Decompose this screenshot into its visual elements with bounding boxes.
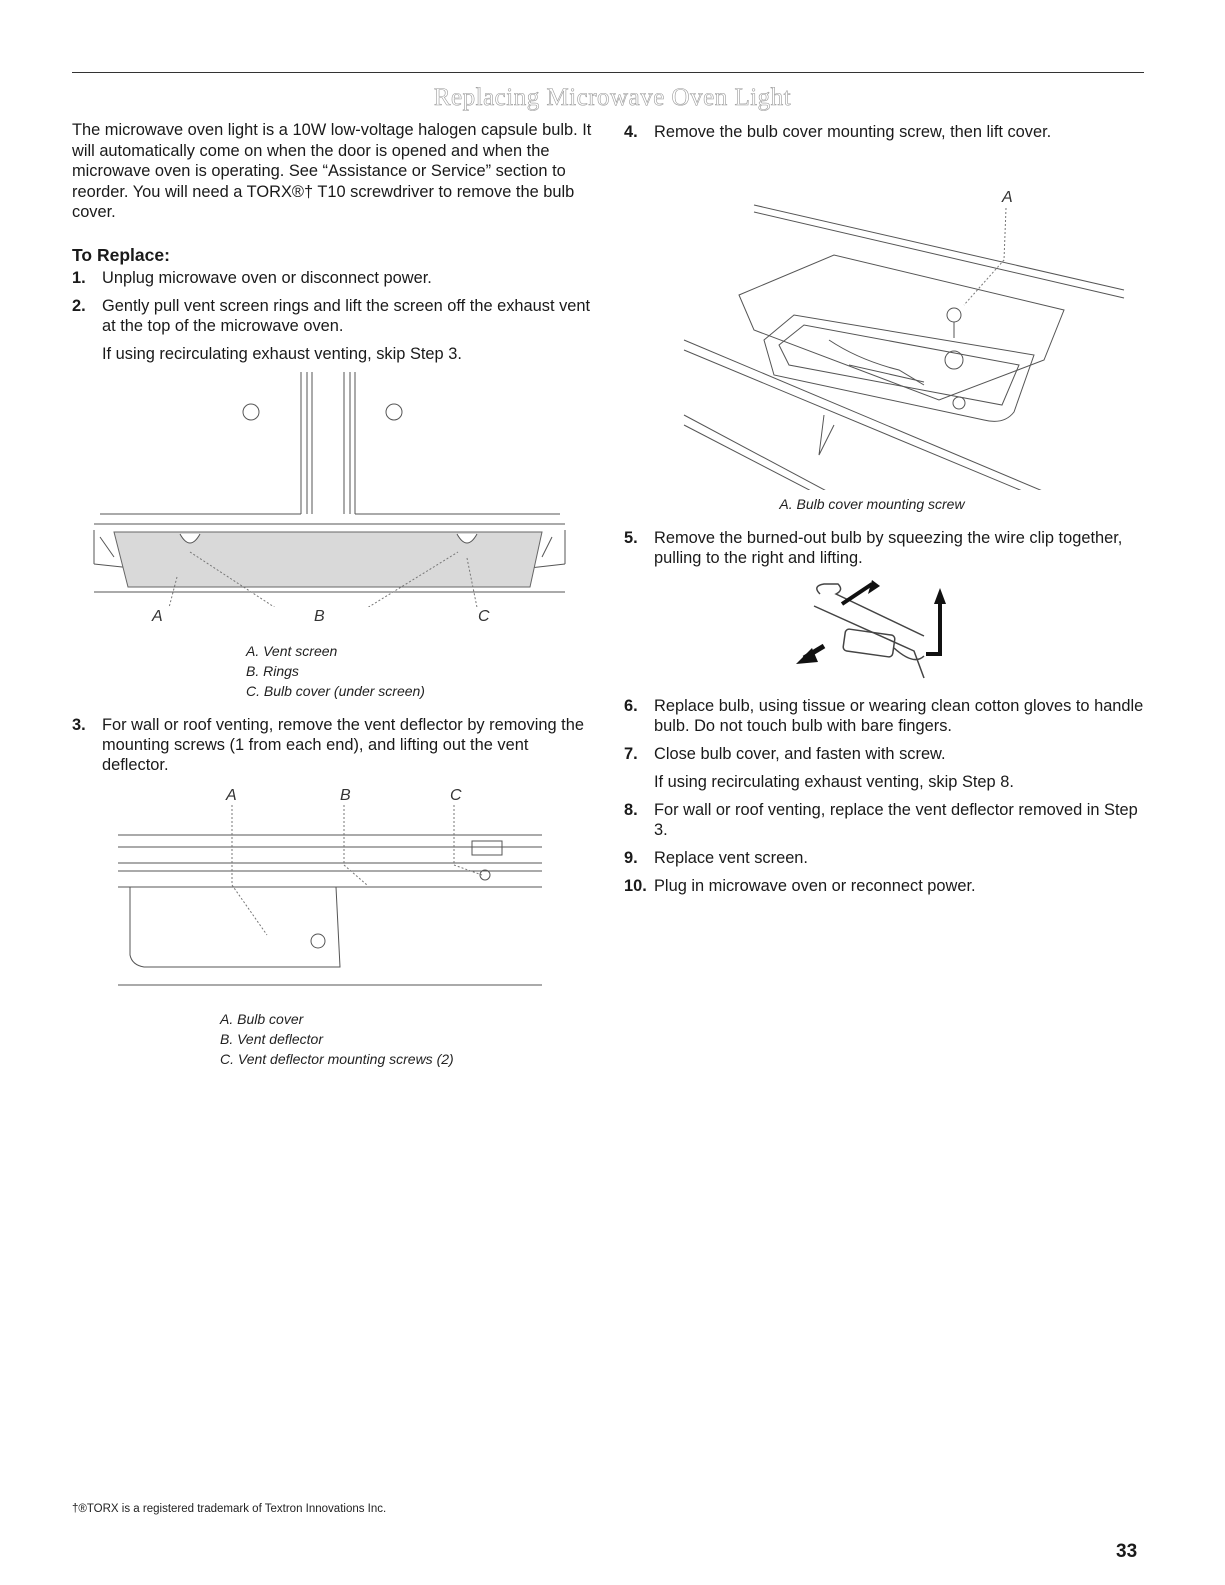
step-2	[72, 296, 592, 336]
bulb-cover-figure	[624, 150, 1144, 490]
left-column	[72, 120, 592, 1069]
bulb-clip-figure	[624, 576, 1144, 686]
replace-heading: To Replace:	[72, 244, 170, 265]
step-number: 7.	[624, 745, 638, 763]
step-text: Unplug microwave oven or disconnect power.	[102, 268, 432, 287]
vent-screen-labels	[72, 605, 592, 627]
fig2-label-b: B	[340, 786, 351, 804]
step-4	[624, 122, 1144, 142]
step-5	[624, 528, 1144, 568]
vent-screen-figure	[72, 372, 592, 607]
step-text: For wall or roof venting, replace the vent deflector removed in Step 3.	[654, 801, 1138, 839]
step-8	[624, 800, 1144, 840]
fig2-captions	[72, 1009, 592, 1069]
fig1-caption-a: A. Vent screen	[246, 642, 338, 659]
step-text: Gently pull vent screen rings and lift the screen off the exhaust vent at the top of the microwave oven.	[102, 296, 591, 335]
fig2-label-c: C	[450, 786, 462, 804]
step-7	[624, 744, 1144, 764]
step-text: For wall or roof venting, remove the vent deflector by removing the mounting screws (1 from each end), and lifting out the vent deflector.	[102, 715, 584, 774]
intro-paragraph: The microwave oven light is a 10W low-voltage halogen capsule bulb. It will automatically come on when the door is opened and when the microwave oven is operating. See “Assistance or Service” section to reorder. You will need a TORX®† T10 screwdriver to remove the bulb cover.	[72, 121, 592, 221]
vent-screen-illustration	[94, 372, 565, 592]
step-3	[72, 715, 592, 775]
step-number: 8.	[624, 801, 638, 819]
step-9	[624, 848, 1144, 868]
step-text: Close bulb cover, and fasten with screw.	[654, 745, 946, 763]
step-text: Plug in microwave oven or reconnect power.	[654, 877, 976, 895]
step-number: 10.	[624, 877, 647, 895]
vent-deflector-figure	[72, 805, 592, 1005]
fig2-label-a: A	[226, 786, 237, 804]
step-text: Replace bulb, using tissue or wearing clean cotton gloves to handle bulb. Do not touch bulb with bare fingers.	[654, 697, 1144, 735]
page-title: Replacing Microwave Oven Light	[433, 84, 792, 111]
fig1-caption-b: B. Rings	[246, 662, 299, 679]
step-number: 4.	[624, 123, 638, 141]
fig3-label-a: A	[1002, 189, 1013, 206]
step-text: Remove the bulb cover mounting screw, then lift cover.	[654, 123, 1052, 141]
step-number: 9.	[624, 849, 638, 867]
right-column	[624, 120, 1144, 904]
fig2-caption-b: B. Vent deflector	[220, 1030, 323, 1047]
step-text: Remove the burned-out bulb by squeezing the wire clip together, pulling to the right and lifting.	[654, 529, 1123, 567]
trademark-footnote: †®TORX is a registered trademark of Textron Innovations Inc.	[72, 1503, 387, 1515]
step-10	[624, 876, 1144, 896]
page-number: 33	[1116, 1541, 1138, 1562]
step-number: 6.	[624, 697, 638, 715]
step-7-note: If using recirculating exhaust venting, skip Step 8.	[654, 773, 1014, 791]
step-number: 2.	[72, 296, 86, 315]
fig1-caption-c: C. Bulb cover (under screen)	[246, 682, 425, 699]
top-rule	[72, 72, 1144, 73]
step-2-note: If using recirculating exhaust venting, skip Step 3.	[102, 344, 462, 363]
fig3-caption: A. Bulb cover mounting screw	[779, 496, 965, 512]
step-text: Replace vent screen.	[654, 849, 808, 867]
fig1-captions	[72, 641, 592, 701]
step-1	[72, 268, 592, 288]
fig2-caption-c: C. Vent deflector mounting screws (2)	[220, 1050, 454, 1067]
fig1-label-a: A	[152, 607, 163, 625]
step-6	[624, 696, 1144, 736]
vent-deflector-labels	[72, 783, 592, 805]
step-number: 3.	[72, 715, 86, 734]
step-number: 5.	[624, 529, 638, 547]
fig2-caption-a: A. Bulb cover	[220, 1010, 304, 1027]
fig1-label-b: B	[314, 607, 325, 625]
step-number: 1.	[72, 268, 86, 287]
fig1-label-c: C	[478, 607, 490, 625]
